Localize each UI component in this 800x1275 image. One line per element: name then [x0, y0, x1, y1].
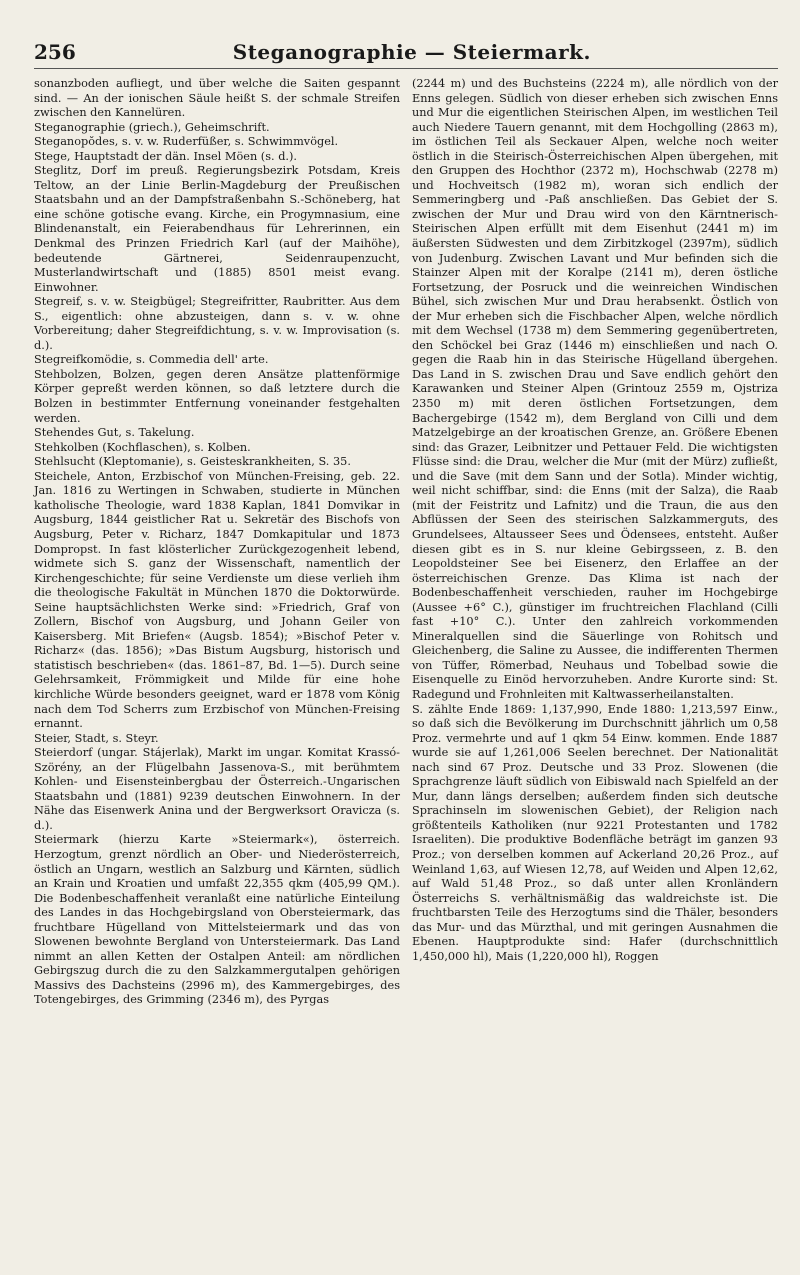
text-entry: sonanzboden aufliegt, und über welche die Saiten gespannt sind. — An der ionischen Säule heißt S. der schmale Streifen zwischen den Kannelüren.: [34, 77, 400, 120]
page-header: [34, 40, 778, 69]
text-entry: Stegreifkomödie, s. Commedia dell' arte.: [34, 353, 269, 367]
text-entry: S. zählte Ende 1869: 1,137,990, Ende 1880: 1,213,597 Einw., so daß sich die Bevölkerung im Durchschnitt jährlich um 0,58 Proz. vermehrte und auf 1 qkm 54 Einw. kommen. Ende 1887 wurde sie auf 1,261,006 Seelen berechnet. Der Nationalität nach sind 67 Proz. Deutsche und 33 Proz. Slowenen (die Sprachgrenze läuft südlich von Eibiswald nach Spielfeld an der Mur, dann längs derselben; außerdem finden sich deutsche Sprachinseln im slowenischen Gebiet), der Religion nach größtenteils Katholiken (nur 9221 Protestanten und 1782 Israeliten). Die produktive Bodenfläche beträgt im ganzen 93 Proz.; von derselben kommen auf Ackerland 20,26 Proz., auf Weinland 1,63, auf Wiesen 12,78, auf Weiden und Alpen 12,62, auf Wald 51,48 Proz., so daß unter allen Kronländern Österreichs S. verhältnismäßig das waldreichste ist. Die fruchtbarsten Teile des Herzogtums sind die Thäler, besonders das Mur- und das Mürzthal, und mit geringen Ausnahmen die Ebenen. Hauptprodukte sind: Hafer (durchschnittlich 1,450,000 hl), Mais (1,220,000 hl), Roggen: [412, 702, 778, 963]
text-entry: Stehendes Gut, s. Takelung.: [34, 426, 195, 440]
text-entry: Stehkolben (Kochflaschen), s. Kolben.: [34, 440, 251, 454]
left-column: [34, 77, 400, 1008]
text-entry: Steglitz, Dorf im preuß. Regierungsbezirk Potsdam, Kreis Teltow, an der Linie Berlin-Magdeburg der Preußischen Staatsbahn und an der Dampfstraßenbahn S.-Schöneberg, hat eine schöne gotische evang. Kirche, ein Progymnasium, eine Blindenanstalt, ein Feierabendhaus für Lehrerinnen, ein Denkmal des Prinzen Friedrich Karl (auf der Maihöhe), bedeutende Gärtnerei, Seidenraupenzucht, Musterlandwirtschaft und (1885) 8501 meist evang. Einwohner.: [34, 164, 400, 294]
text-entry: Steierdorf (ungar. Stájerlak), Markt im ungar. Komitat Krassó-Szörény, an der Flügelbahn Jassenova-S., mit berühmtem Kohlen- und Eisensteinbergbau der Österreich.-Ungarischen Staatsbahn und (1881) 9239 deutschen Einwohnern. In der Nähe das Eisenwerk Anina und der Bergwerksort Oravicza (s. d.).: [34, 746, 400, 832]
text-entry: (2244 m) und des Buchsteins (2224 m), alle nördlich von der Enns gelegen. Südlich von dieser erheben sich zwischen Enns und Mur die eigentlichen Steirischen Alpen, im westlichen Teil auch Niedere Tauern genannt, mit dem Hochgolling (2863 m), im östlichen Teil als Seckauer Alpen, welche noch weiter östlich in die Steirisch-Österreichischen Alpen übergehen, mit den Gruppen des Hochthor (2372 m), Hochschwab (2278 m) und Hochveitsch (1982 m), woran sich endlich der Semmeringberg und -Paß anschließen. Das Gebiet der S. zwischen der Mur und Drau wird von den Kärntnerisch-Steirischen Alpen erfüllt mit dem Eisenhut (2441 m) im äußersten Südwesten und dem Zirbitzkogel (2397m), südlich von Judenburg. Zwischen Lavant und Mur befinden sich die Stainzer Alpen mit der Koralpe (2141 m), deren östliche Fortsetzung, der Posruck und die weinreichen Windischen Bühel, sich zwischen Mur und Drau herabsenkt. Östlich von der Mur erheben sich die Fischbacher Alpen, welche nördlich mit dem Wechsel (1738 m) dem Semmering gegenübertreten, den Schöckel bei Graz (1446 m) einschließen und nach O. gegen die Raab hin in das Steirische Hügelland übergehen. Das Land in S. zwischen Drau und Save endlich gehört den Karawanken und Steiner Alpen (Grintouz 2559 m, Ojstriza 2350 m) mit deren östlichen Fortsetzungen, dem Bachergebirge (1542 m), dem Bergland von Cilli und dem Matzelgebirge an der kroatischen Grenze, an. Größere Ebenen sind: das Grazer, Leibnitzer und Pettauer Feld. Die wichtigsten Flüsse sind: die Drau, welcher die Mur (mit der Mürz) zufließt, und die Save (mit dem Sann und der Sotla). Minder wichtig, weil nicht schiffbar, sind: die Enns (mit der Salza), die Raab (mit der Feistritz und Lafnitz) und die Traun, die aus den Abflüssen der Seen des steirischen Salzkammerguts, des Grundelsees, Altausseer Sees und Ödensees, entsteht. Außer diesen gibt es in S. nur kleine Gebirgsseen, z. B. den Leopoldsteiner See bei Eisenerz, den Erlaffee an der österreichischen Grenze. Das Klima ist nach der Bodenbeschaffenheit verschieden, rauher im Hochgebirge (Aussee +6° C.), günstiger im fruchtreichen Flachland (Cilli fast +10° C.). Unter den zahlreich vorkommenden Mineralquellen sind die Säuerlinge von Rohitsch und Gleichenberg, die Saline zu Aussee, die indifferenten Thermen von Tüffer, Römerbad, Neuhaus und Tobelbad sowie die Eisenquelle zu Einöd hervorzuheben. Andre Kurorte sind: St. Radegund und Frohnleiten mit Kaltwasserheilanstalten.: [412, 77, 778, 701]
text-entry: Stegreif, s. v. w. Steigbügel; Stegreifritter, Raubritter. Aus dem S., eigentlich: ohne abzusteigen, dann s. v. w. ohne Vorbereitung; daher Stegreifdichtung, s. v. w. Improvisation (s. d.).: [34, 295, 400, 352]
text-entry: Steier, Stadt, s. Steyr.: [34, 731, 159, 745]
text-entry: Stege, Hauptstadt der dän. Insel Möen (s. d.).: [34, 149, 298, 163]
page-number: 256: [34, 40, 76, 64]
text-entry: Steganographie (griech.), Geheimschrift.: [34, 120, 270, 134]
text-entry: Stehlsucht (Kleptomanie), s. Geisteskrankheiten, S. 35.: [34, 455, 351, 469]
text-entry: Steganopŏdes, s. v. w. Ruderfüßer, s. Schwimmvögel.: [34, 135, 339, 149]
text-entry: Steichele, Anton, Erzbischof von München-Freising, geb. 22. Jan. 1816 zu Wertingen in Schwaben, studierte in München katholische Theologie, ward 1838 Kaplan, 1841 Domvikar in Augsburg, 1844 geistlicher Rat u. Sekretär des Bischofs von Augsburg, Peter v. Richarz, 1847 Domkapitular und 1873 Dompropst. In fast klösterlicher Zurückgezogenheit lebend, widmete sich S. ganz der Wissenschaft, namentlich der Kirchengeschichte; für seine Verdienste um diese verlieh ihm die theologische Fakultät in München 1870 die Doktorwürde. Seine hauptsächlichsten Werke sind: »Friedrich, Graf von Zollern, Bischof von Augsburg, und Johann Geiler von Kaisersberg. Mit Briefen« (Augsb. 1854); »Bischof Peter v. Richarz« (das. 1856); »Das Bistum Augsburg, historisch und statistisch beschrieben« (das. 1861–87, Bd. 1—5). Durch seine Gelehrsamkeit, Frömmigkeit und Milde für eine hohe kirchliche Würde besonders geeignet, ward er 1878 vom König nach dem Tod Scherrs zum Erzbischof von München-Freising ernannt.: [34, 469, 400, 731]
text-entry: Stehbolzen, Bolzen, gegen deren Ansätze plattenförmige Körper gepreßt werden können, so daß letztere durch die Bolzen in bestimmter Entfernung voneinander festgehalten werden.: [34, 367, 400, 425]
page-title: Steganographie — Steiermark.: [232, 40, 591, 64]
text-entry: Steiermark (hierzu Karte »Steiermark«), österreich. Herzogtum, grenzt nördlich an Ober- und Niederösterreich, östlich an Ungarn, westlich an Salzburg und Kärnten, südlich an Krain und Kroatien und umfaßt 22,355 qkm (405,99 QM.). Die Bodenbeschaffenheit veranlaßt eine natürliche Einteilung des Landes in das Hochgebirgsland von Obersteiermark, das fruchtbare Hügelland von Mittelsteiermark und das von Slowenen bewohnte Bergland von Untersteiermark. Das Land nimmt an allen Ketten der Ostalpen Anteil: am nördlichen Gebirgszug durch die zu den Salzkammergutalpen gehörigen Massivs des Dachsteins (2996 m), des Kammergebirges, des Totengebirges, des Grimming (2346 m), des Pyrgas: [34, 833, 400, 1007]
right-column: [412, 77, 778, 1008]
text-columns: [34, 77, 778, 1008]
